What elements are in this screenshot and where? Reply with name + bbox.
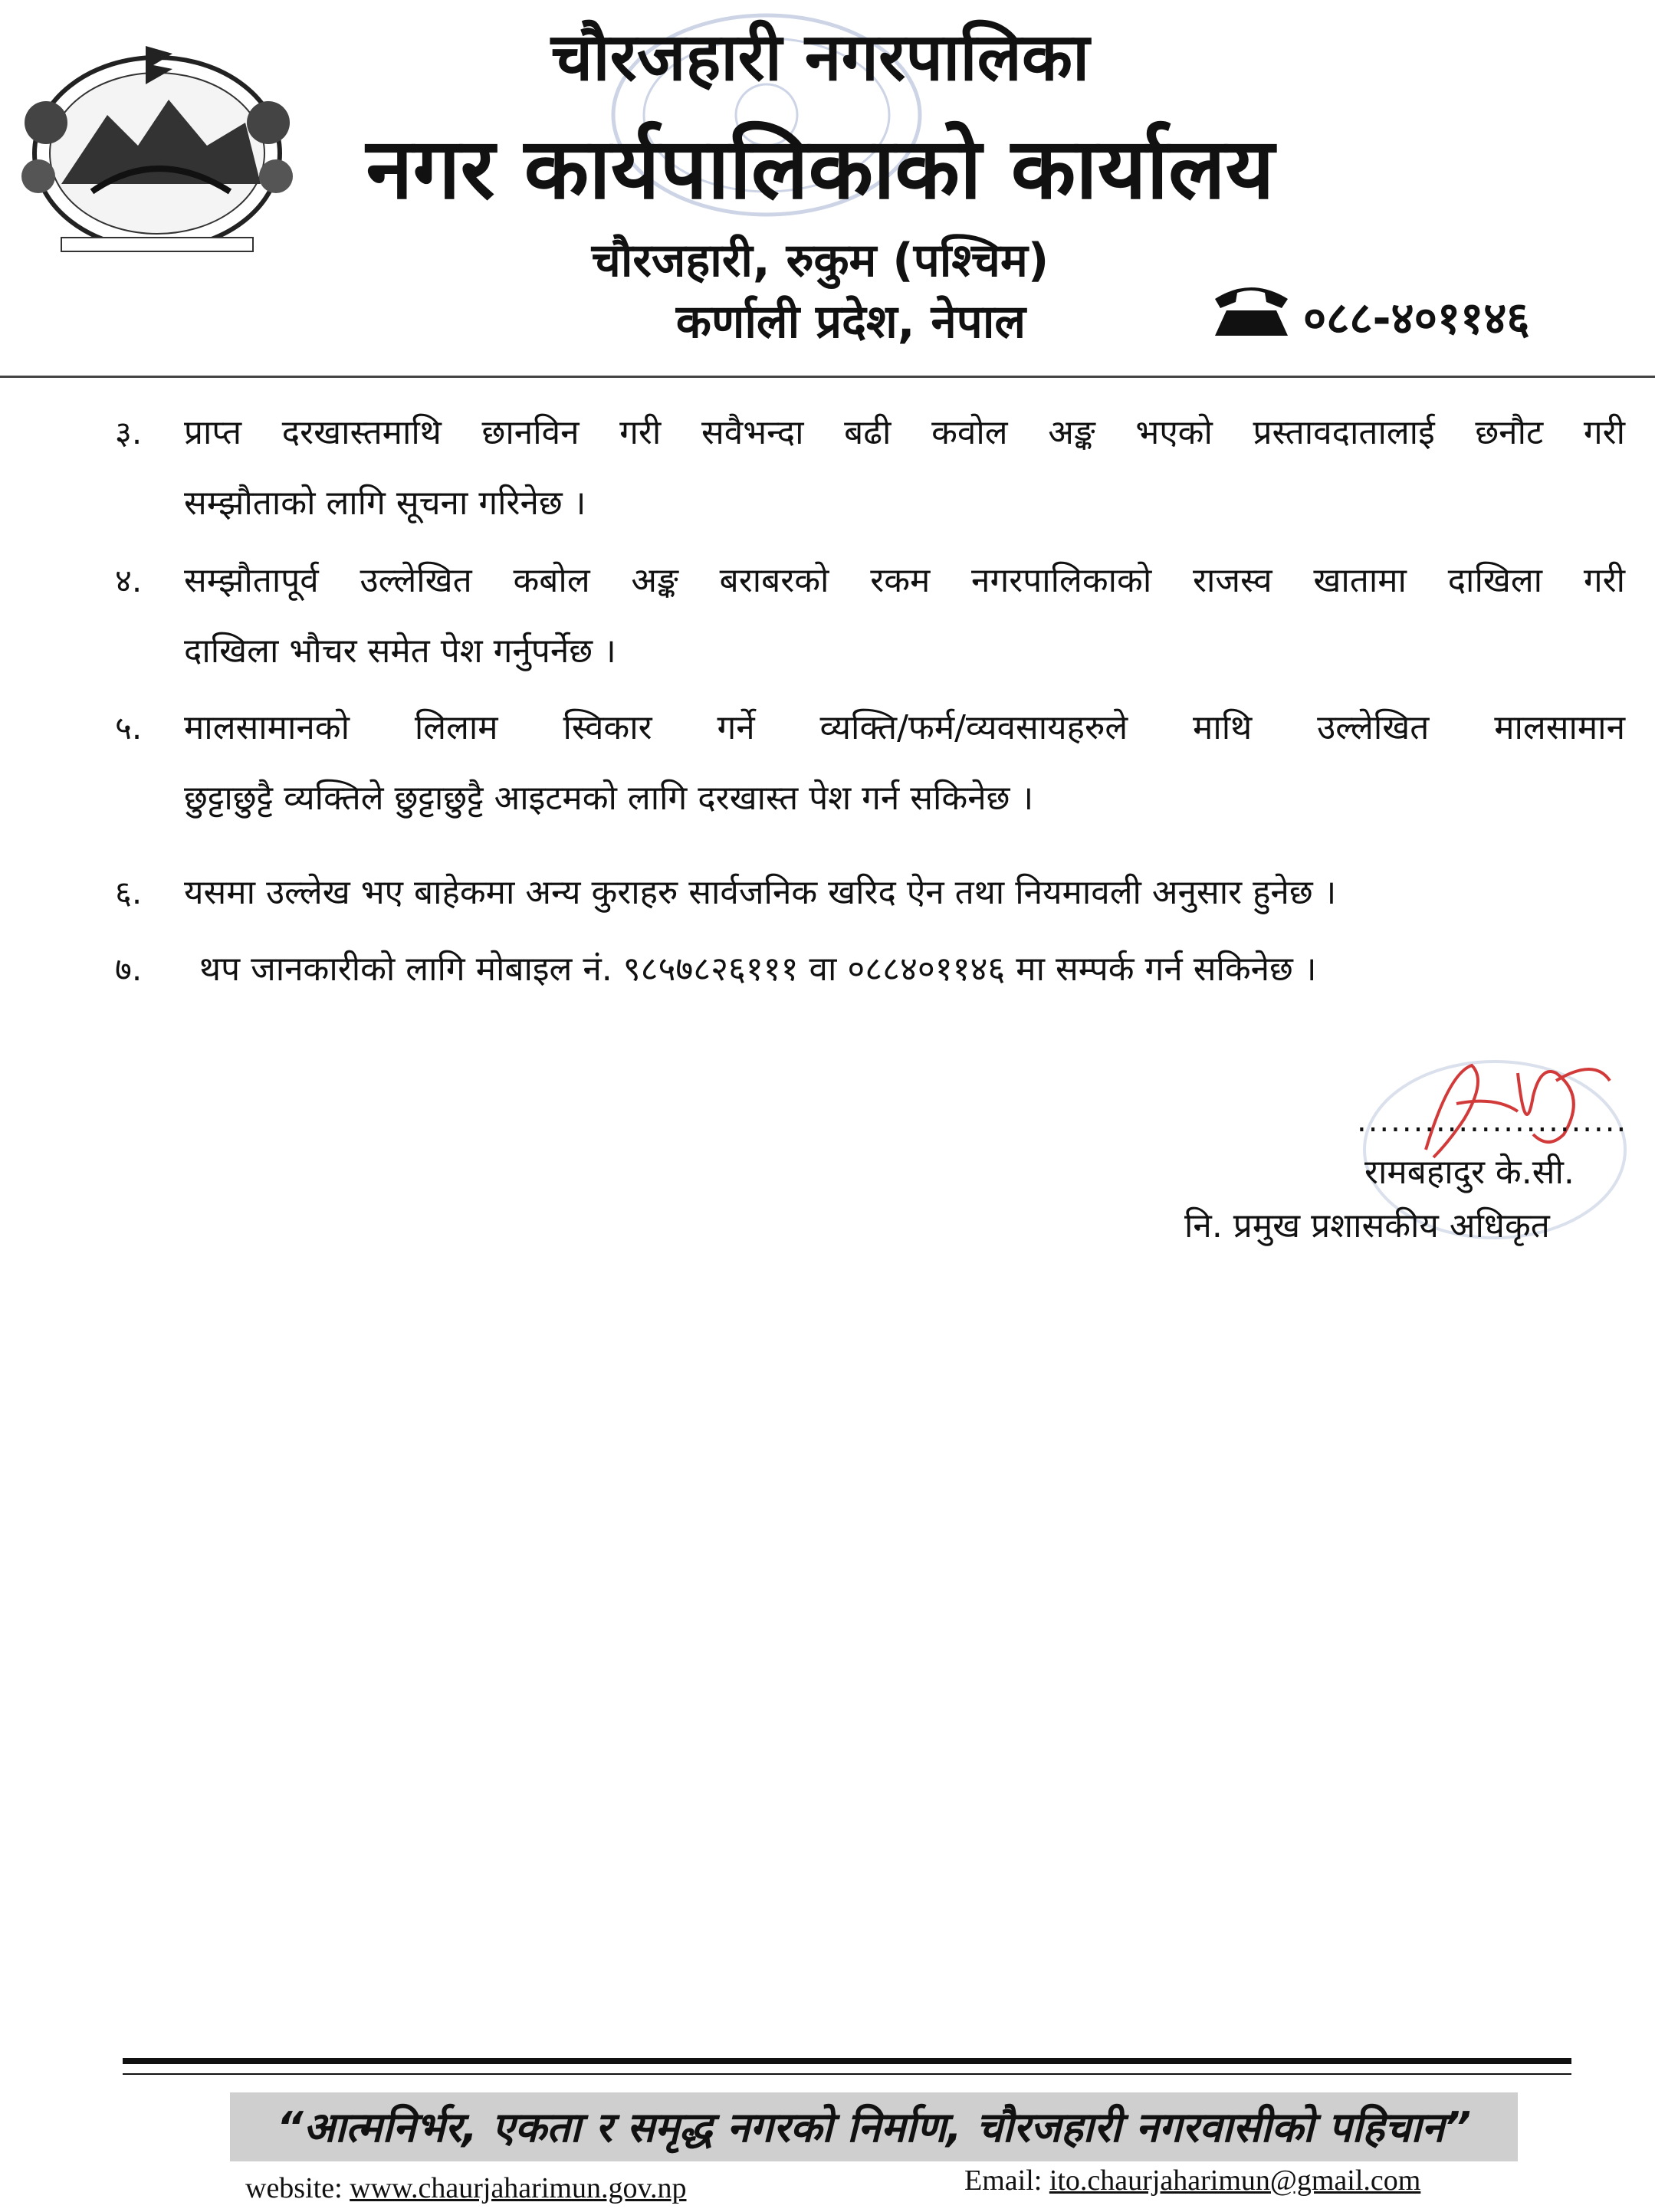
province-line: कर्णाली प्रदेश, नेपाल bbox=[675, 295, 1026, 349]
telephone-icon bbox=[1211, 276, 1292, 337]
item-number: ३. bbox=[115, 414, 143, 451]
item-text-line: प्राप्त दरखास्तमाथि छानविन गरी सवैभन्दा बढी कवोल अङ्क भएको प्रस्तावदातालाई छनौट गरी bbox=[184, 413, 1625, 452]
slogan: “आत्मनिर्भर, एकता र समृद्ध नगरको निर्माण, चौरजहारी नगरवासीको पहिचान” bbox=[276, 2103, 1472, 2151]
footer-divider bbox=[123, 2058, 1571, 2064]
header-divider bbox=[0, 376, 1655, 378]
office-name: नगर कार्यपालिकाको कार्यालय bbox=[366, 120, 1275, 218]
item-number: ४. bbox=[115, 562, 143, 599]
website-link[interactable]: www.chaurjaharimun.gov.np bbox=[350, 2172, 687, 2204]
email-link[interactable]: ito.chaurjaharimun@gmail.com bbox=[1049, 2164, 1421, 2197]
footer-divider-thin bbox=[123, 2073, 1571, 2075]
item-text-line: दाखिला भौचर समेत पेश गर्नुपर्नेछ । bbox=[184, 632, 616, 671]
item-text-line: यसमा उल्लेख भए बाहेकमा अन्य कुराहरु सार्वजनिक खरिद ऐन तथा नियमावली अनुसार हुनेछ । bbox=[184, 873, 1337, 912]
footer-website bbox=[245, 2169, 686, 2207]
website-label: website: bbox=[245, 2172, 343, 2204]
municipality-name: चौरजहारी नगरपालिका bbox=[550, 19, 1090, 96]
item-number: ७. bbox=[115, 950, 143, 988]
item-text-line: मालसामानको लिलाम स्विकार गर्ने व्यक्ति/फर्म/व्यवसायहरुले माथि उल्लेखित मालसामान bbox=[184, 708, 1625, 747]
item-text-line: सम्झौतापूर्व उल्लेखित कबोल अङ्क बराबरको रकम नगरपालिकाको राजस्व खातामा दाखिला गरी bbox=[184, 561, 1625, 600]
email-label: Email: bbox=[964, 2164, 1043, 2197]
item-text-line: छुट्टाछुट्टै व्यक्तिले छुट्टाछुट्टै आइटमको लागि दरखास्त पेश गर्न सकिनेछ । bbox=[184, 779, 1034, 818]
address-line: चौरजहारी, रुकुम (पश्चिम) bbox=[591, 234, 1049, 287]
item-number: ६. bbox=[115, 874, 143, 911]
signatory-title: नि. प्रमुख प्रशासकीय अधिकृत bbox=[1184, 1206, 1550, 1245]
item-text-line: सम्झौताको लागि सूचना गरिनेछ । bbox=[184, 484, 586, 523]
signatory-name: रामबहादुर के.सी. bbox=[1364, 1153, 1575, 1192]
item-text-line: थप जानकारीको लागि मोबाइल नं. ९८५७८२६१११ वा ०८८४०११४६ मा सम्पर्क गर्न सकिनेछ । bbox=[199, 950, 1317, 989]
signature-line: ........................ bbox=[1357, 1104, 1628, 1139]
nepal-emblem-icon bbox=[15, 31, 299, 261]
phone-number: ०८८-४०११४६ bbox=[1303, 292, 1530, 344]
item-number: ५. bbox=[115, 709, 143, 747]
footer-email bbox=[964, 2161, 1420, 2200]
